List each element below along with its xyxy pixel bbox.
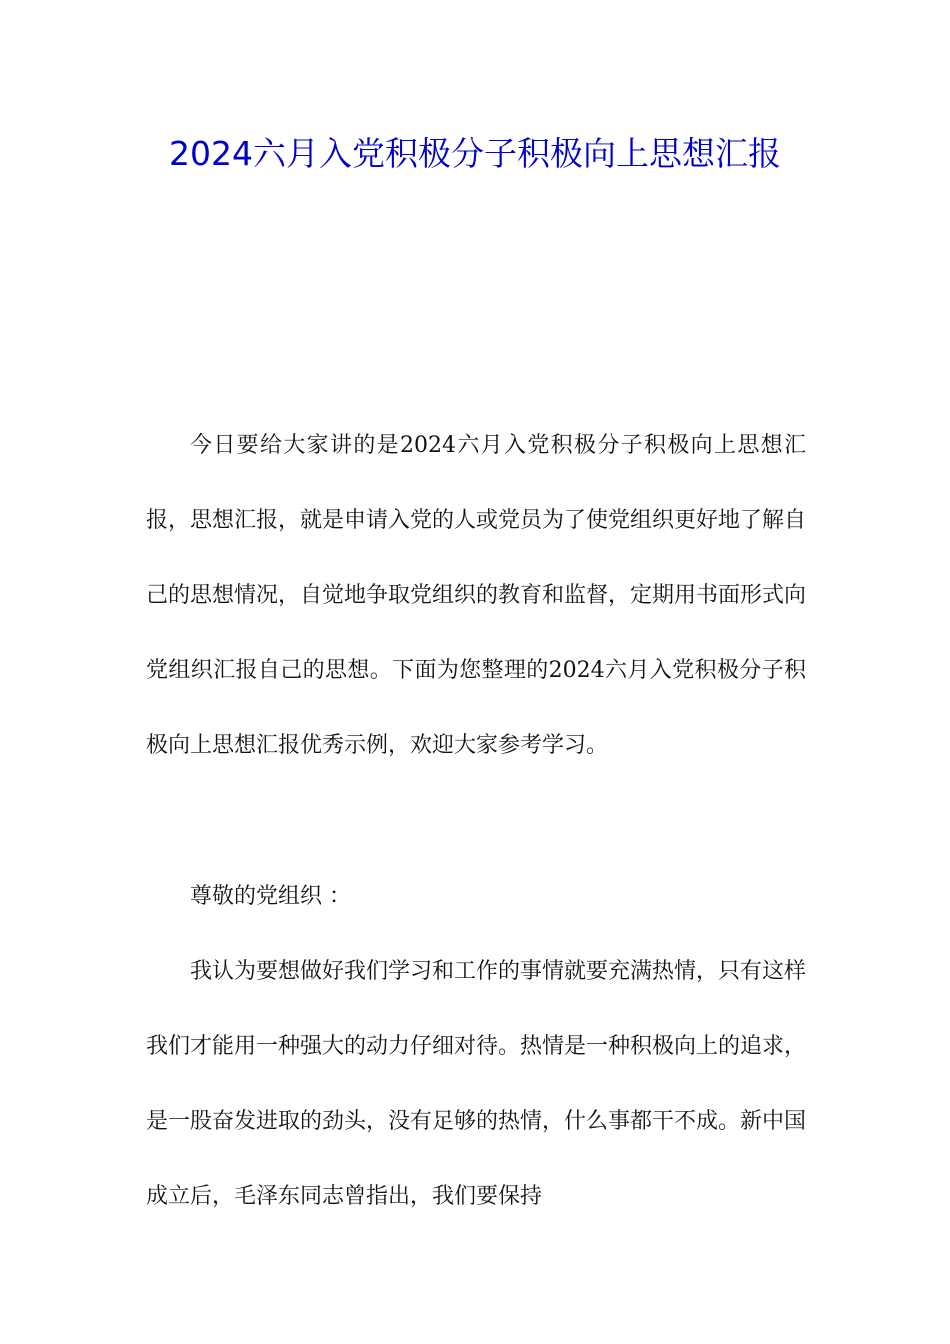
body-section [146,934,806,1234]
salutation-line: 尊敬的党组织 ： [190,884,351,909]
salutation-section [146,859,806,934]
intro-section [146,408,806,783]
intro-paragraph: 今日要给大家讲的是2024六月入党积极分子积极向上思想汇报，思想汇报，就是申请入党的人或党员为了使党组织更好地了解自己的思想情况，自觉地争取党组织的教育和监督，定期用书面形式向党组织汇报自己的思想。下面为您整理的2024六月入党积极分子积极向上思想汇报优秀示例，欢迎大家参考学习。 [146,433,807,758]
document-title: 2024六月入党积极分子积极向上思想汇报 [169,134,781,173]
body-paragraph: 我认为要想做好我们学习和工作的事情就要充满热情，只有这样我们才能用一种强大的动力仔细对待。热情是一种积极向上的追求，是一股奋发进取的劲头，没有足够的热情，什么事都干不成。新中国成立后，毛泽东同志曾指出，我们要保持 [146,959,807,1209]
